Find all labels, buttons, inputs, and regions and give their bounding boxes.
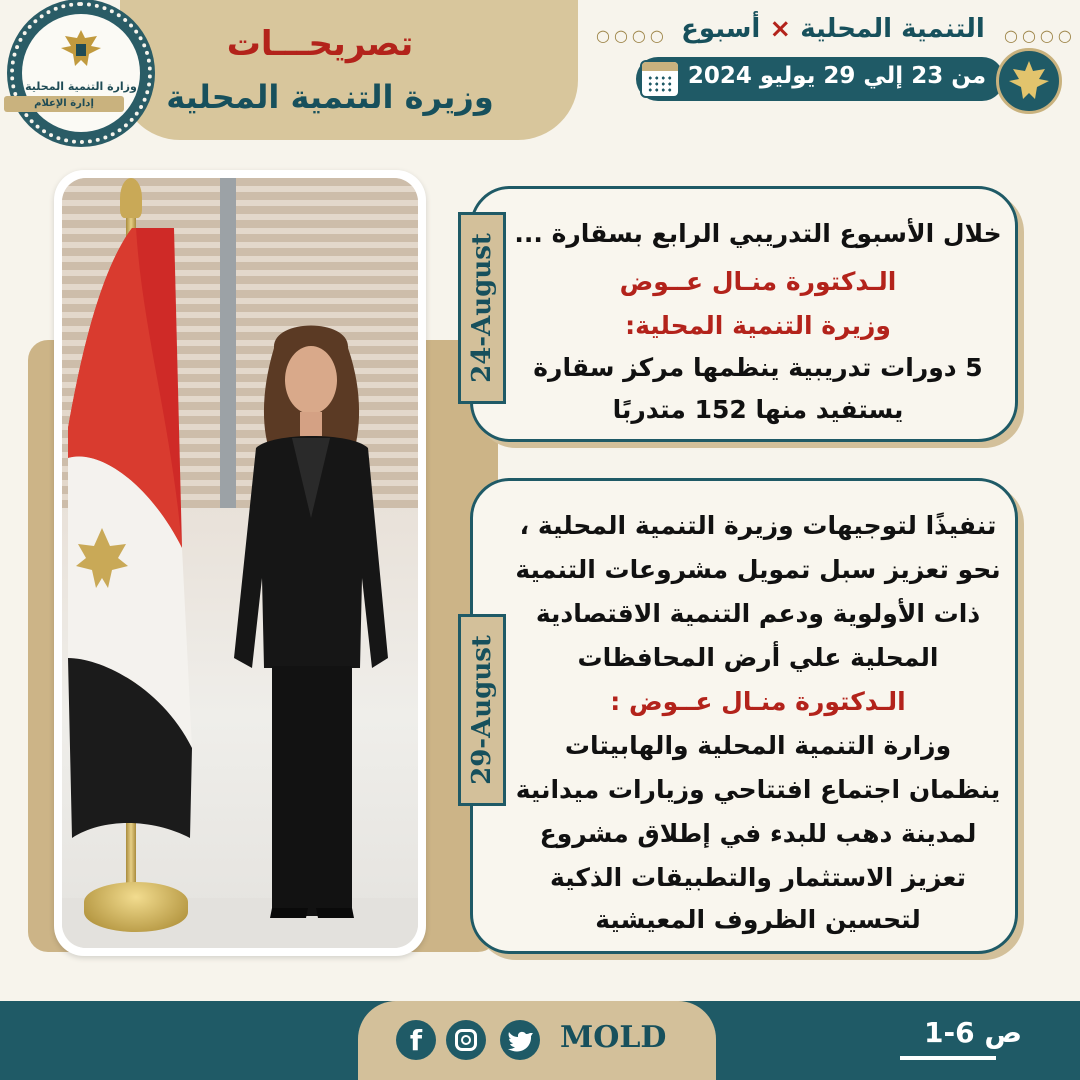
week-separator: × — [769, 14, 792, 44]
header-title-panel — [120, 0, 578, 140]
instagram-icon[interactable] — [446, 1020, 486, 1060]
minister-photo-frame — [54, 170, 426, 956]
header-title-minister: وزيرة التنمية المحلية — [166, 78, 494, 116]
statement-2-line-10: لتحسين الظروف المعيشية — [595, 905, 921, 934]
twitter-icon[interactable] — [500, 1020, 540, 1060]
minister-photo — [62, 178, 418, 948]
decorative-dots-left: ○○○○ — [596, 26, 668, 45]
seal-ministry-name: وزارة التنمية المحلية — [25, 80, 137, 93]
page-label-underline — [900, 1056, 996, 1060]
seal-media-ribbon: إدارة الإعلام — [4, 96, 124, 112]
statement-2-line-1: تنفيذًا لتوجيهات وزيرة التنمية المحلية ، — [519, 511, 997, 540]
week-heading-part1: التنمية المحلية — [800, 14, 985, 44]
statement-1-line-1: خلال الأسبوع التدريبي الرابع بسقارة ... — [514, 219, 1002, 248]
statement-1-line-2: الـدكتورة منـال عــوض — [619, 267, 897, 296]
statement-2-line-4: المحلية علي أرض المحافظات — [577, 643, 939, 672]
statement-2-line-9: تعزيز الاستثمار والتطبيقات الذكية — [549, 863, 967, 892]
statement-2-line-2: نحو تعزيز سبل تمويل مشروعات التنمية — [515, 555, 1001, 584]
statement-2-line-8: لمدينة دهب للبدء في إطلاق مشروع — [539, 819, 977, 848]
calendar-icon — [640, 60, 680, 98]
statement-2-line-3: ذات الأولوية ودعم التنمية الاقتصادية — [535, 599, 981, 628]
statement-1-line-3: وزيرة التنمية المحلية: — [625, 311, 891, 340]
egypt-emblem-icon — [996, 48, 1062, 114]
week-heading — [664, 14, 1002, 44]
eagle-emblem-icon — [57, 26, 105, 74]
header-title-statements: تصريحـــات — [226, 24, 414, 64]
date-range-text: من 23 إلي 29 يوليو 2024 — [687, 63, 987, 89]
date-tab-1-text: 24-August — [467, 233, 497, 383]
statement-2-line-5: الـدكتورة منـال عــوض : — [610, 687, 906, 716]
week-heading-part2: أسبوع — [681, 14, 761, 44]
flag-finial — [120, 178, 142, 218]
date-tab-2-text: 29-August — [467, 635, 497, 785]
page-label: ص 6-1 — [924, 1016, 1023, 1049]
egypt-flag — [62, 228, 222, 908]
date-tab-24-august — [458, 212, 506, 404]
facebook-icon[interactable]: f — [396, 1020, 436, 1060]
date-tab-29-august — [458, 614, 506, 806]
statement-2-line-6: وزارة التنمية المحلية والهابيتات — [564, 731, 952, 760]
brand-name: MOLD — [560, 1020, 667, 1055]
statement-card-2 — [470, 478, 1018, 954]
statement-card-1 — [470, 186, 1018, 442]
minister-figure — [212, 318, 412, 918]
statement-2-line-7: ينظمان اجتماع افتتاحي وزيارات ميدانية — [515, 775, 1001, 804]
statement-1-line-5: يستفيد منها 152 متدربًا — [612, 395, 904, 424]
decorative-dots-right: ○○○○ — [1004, 26, 1076, 45]
statement-1-line-4: 5 دورات تدريبية ينظمها مركز سقارة — [533, 353, 983, 382]
flag-base — [84, 882, 188, 932]
